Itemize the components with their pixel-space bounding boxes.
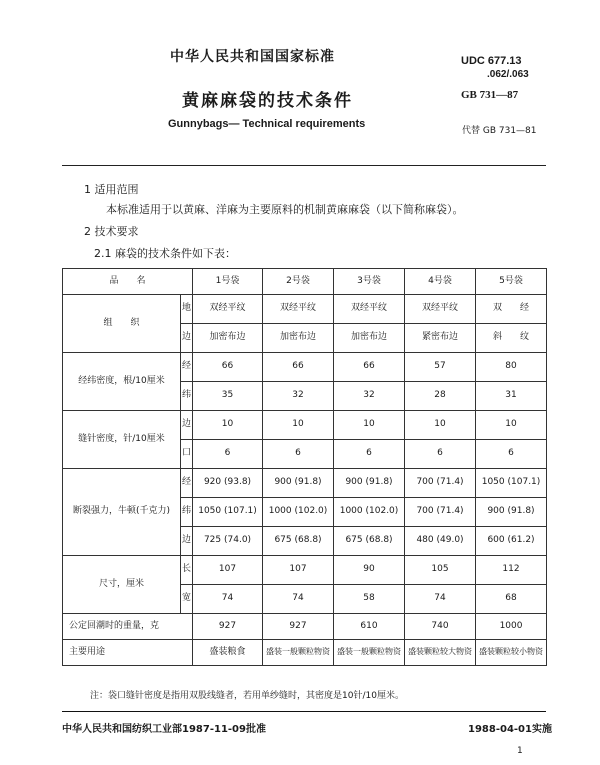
value-cell: 双经平纹 [263,295,334,324]
value-cell: 31 [476,382,547,411]
value-cell: 6 [263,440,334,469]
value-cell: 盛装颗粒较大物资 [405,640,476,666]
value-cell: 6 [193,440,263,469]
udc-code-line1: UDC 677.13 [461,55,522,67]
category-cell: 经纬密度，根/10厘米 [63,353,181,411]
table-row [63,295,547,324]
value-cell: 900 (91.8) [334,469,405,498]
sub-label-cell: 纬 [181,498,193,527]
value-cell: 57 [405,353,476,382]
document-title-en: Gunnybags— Technical requirements [168,118,366,130]
value-cell: 1000 (102.0) [263,498,334,527]
document-title-cn: 黄麻麻袋的技术条件 [182,91,353,111]
page-number: 1 [517,746,523,756]
value-cell: 加密布边 [334,324,405,353]
value-cell: 双经平纹 [405,295,476,324]
header-cell-bag1: 1号袋 [193,269,263,295]
value-cell: 74 [405,585,476,614]
value-cell: 700 (71.4) [405,469,476,498]
sub-label-cell: 边 [181,527,193,556]
table-row [63,556,547,585]
sub-label-cell: 口 [181,440,193,469]
value-cell: 68 [476,585,547,614]
value-cell: 6 [476,440,547,469]
value-cell: 675 (68.8) [334,527,405,556]
value-cell: 盛装粮食 [193,640,263,666]
value-cell: 双 经 [476,295,547,324]
header-divider [62,165,546,166]
table-row [63,411,547,440]
sub-label-cell: 纬 [181,382,193,411]
value-cell: 80 [476,353,547,382]
value-cell: 112 [476,556,547,585]
table-row [63,353,547,382]
value-cell: 725 (74.0) [193,527,263,556]
section-2-1-title: 2.1 麻袋的技术条件如下表： [94,247,236,260]
value-cell: 66 [193,353,263,382]
value-cell: 66 [334,353,405,382]
section-1-title: 1 适用范围 [84,183,139,196]
value-cell: 10 [334,411,405,440]
value-cell: 610 [334,614,405,640]
gb-number: GB 731—87 [461,89,519,101]
value-cell: 107 [193,556,263,585]
table-note: 注：袋口缝针密度是指用双股线缝者，若用单纱缝时，其密度是10针/10厘米。 [90,691,404,701]
value-cell: 盛装颗粒较小物资 [476,640,547,666]
value-cell: 加密布边 [263,324,334,353]
value-cell: 35 [193,382,263,411]
table-row-weight [63,614,547,640]
value-cell: 700 (71.4) [405,498,476,527]
value-cell: 1050 (107.1) [476,469,547,498]
sub-label-cell: 宽 [181,585,193,614]
category-cell: 主要用途 [63,640,193,666]
approval-line: 中华人民共和国纺织工业部1987-11-09批准 [62,724,266,735]
value-cell: 58 [334,585,405,614]
sub-label-cell: 长 [181,556,193,585]
value-cell: 74 [263,585,334,614]
value-cell: 66 [263,353,334,382]
value-cell: 900 (91.8) [263,469,334,498]
sub-label-cell: 地 [181,295,193,324]
value-cell: 双经平纹 [334,295,405,324]
value-cell: 双经平纹 [193,295,263,324]
header-cell-product: 品 名 [63,269,193,295]
value-cell: 927 [263,614,334,640]
value-cell: 盛装一般颗粒物资 [334,640,405,666]
standard-org-title: 中华人民共和国国家标准 [170,49,335,65]
value-cell: 10 [263,411,334,440]
value-cell: 1000 [476,614,547,640]
value-cell: 74 [193,585,263,614]
sub-label-cell: 边 [181,324,193,353]
header-cell-bag2: 2号袋 [263,269,334,295]
category-cell: 公定回潮时的重量，克 [63,614,193,640]
value-cell: 加密布边 [193,324,263,353]
category-cell: 断裂强力，牛顿(千克力) [63,469,181,556]
replaces-standard: 代替 GB 731—81 [462,126,537,136]
table-row [63,469,547,498]
header-cell-bag3: 3号袋 [334,269,405,295]
value-cell: 6 [334,440,405,469]
value-cell: 480 (49.0) [405,527,476,556]
value-cell: 1000 (102.0) [334,498,405,527]
table-header-row [63,269,547,295]
table-row-usage [63,640,547,666]
value-cell: 900 (91.8) [476,498,547,527]
value-cell: 斜 纹 [476,324,547,353]
value-cell: 90 [334,556,405,585]
section-2-title: 2 技术要求 [84,225,139,238]
value-cell: 600 (61.2) [476,527,547,556]
value-cell: 105 [405,556,476,585]
sub-label-cell: 经 [181,353,193,382]
category-cell: 尺寸，厘米 [63,556,181,614]
value-cell: 紧密布边 [405,324,476,353]
effective-date: 1988-04-01实施 [468,724,552,735]
value-cell: 6 [405,440,476,469]
value-cell: 107 [263,556,334,585]
sub-label-cell: 经 [181,469,193,498]
value-cell: 10 [193,411,263,440]
section-1-text: 本标准适用于以黄麻、洋麻为主要原料的机制黄麻麻袋（以下简称麻袋）。 [106,203,464,216]
value-cell: 1050 (107.1) [193,498,263,527]
spec-table [62,268,547,666]
value-cell: 927 [193,614,263,640]
category-cell: 缝针密度，针/10厘米 [63,411,181,469]
value-cell: 32 [263,382,334,411]
value-cell: 28 [405,382,476,411]
header-cell-bag4: 4号袋 [405,269,476,295]
value-cell: 740 [405,614,476,640]
value-cell: 920 (93.8) [193,469,263,498]
value-cell: 10 [476,411,547,440]
value-cell: 675 (68.8) [263,527,334,556]
udc-code-line2: .062/.063 [487,69,529,80]
header-cell-bag5: 5号袋 [476,269,547,295]
value-cell: 32 [334,382,405,411]
value-cell: 10 [405,411,476,440]
sub-label-cell: 边 [181,411,193,440]
category-cell: 组 织 [63,295,181,353]
value-cell: 盛装一般颗粒物资 [263,640,334,666]
footer-divider [62,711,546,712]
